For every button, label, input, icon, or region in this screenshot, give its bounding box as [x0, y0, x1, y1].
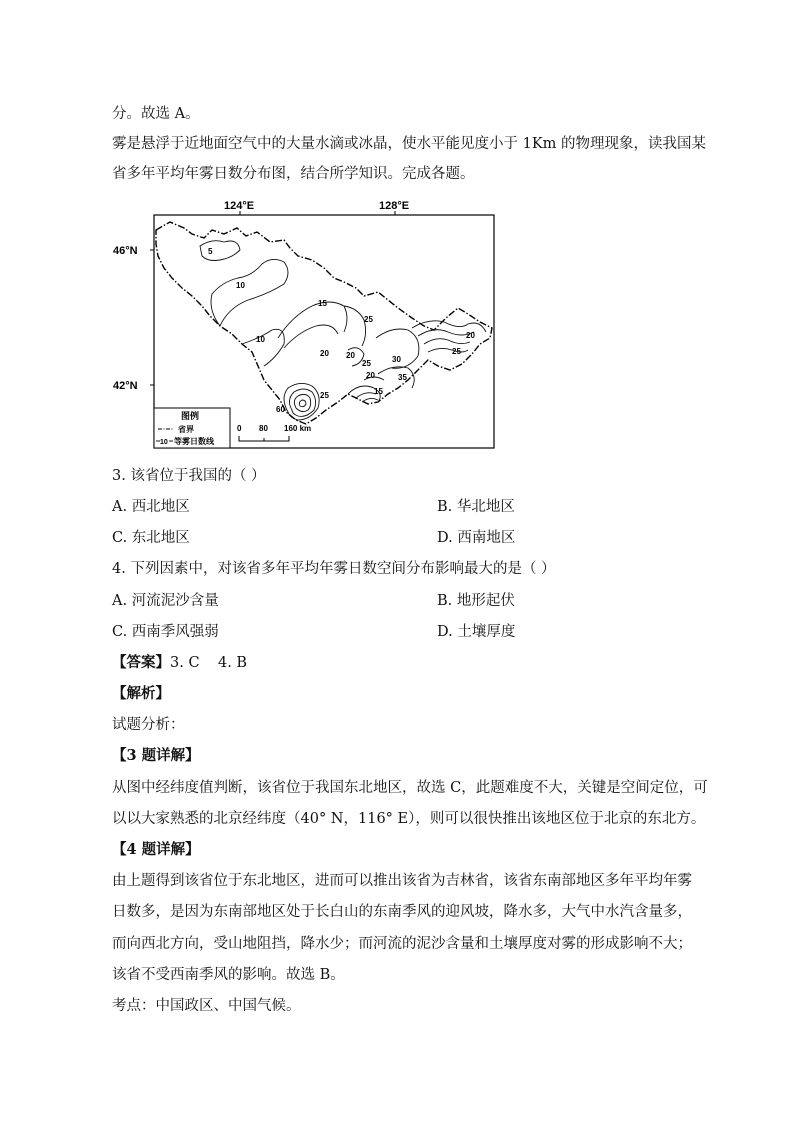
q4-detail-heading: 【4 题详解】: [112, 841, 200, 858]
contour-label: 20: [366, 371, 375, 380]
contour-label: 20: [320, 349, 329, 358]
contour-label: 25: [362, 359, 371, 368]
isoline-sse-2: [356, 393, 376, 398]
contour-label: 10: [236, 281, 245, 290]
answer-line: [112, 653, 247, 673]
contour-label: 15: [374, 387, 383, 396]
q4-detail-line-2: 日数多，是因为东南部地区处于长白山的东南季风的迎风坡，降水多，大气中水汽含量多，: [112, 904, 692, 920]
q4-detail-line-4: 该省不受西南季风的影响。故选 B。: [112, 967, 345, 983]
isoline-25-central: [344, 306, 366, 346]
lat-label-42: 42°N: [113, 380, 138, 392]
contour-label: 25: [364, 315, 373, 324]
q3-detail-line-2: 以以大家熟悉的北京经纬度（40° N，116° E），则可以很快推出该地区位于北京的东北方。: [112, 811, 706, 827]
q3-option-d: D. 西南地区: [437, 530, 516, 546]
answer-label: 【答案】: [112, 654, 170, 671]
q3-detail-line-1: 从图中经纬度值判断，该省位于我国东北地区，故选 C，此题难度不大，关键是空间定位，可: [112, 780, 708, 796]
isoline-sw-2: [289, 389, 315, 416]
scale-label-80: 80: [259, 424, 268, 433]
intro-line-1: 雾是悬浮于近地面空气中的大量水滴或冰晶，使水平能见度小于 1Km 的物理现象，读我国某: [112, 136, 707, 152]
analysis-intro: 试题分析：: [112, 717, 185, 733]
q3-option-c: C. 东北地区: [112, 530, 190, 546]
lon-label-124: 124°E: [224, 200, 255, 212]
intro-line-0: 分。故选 A。: [112, 106, 200, 122]
isoline-35: [378, 367, 414, 388]
isoline-ne-3: [424, 339, 470, 344]
isoline-20-central: [284, 325, 338, 348]
q4-detail-line-1: 由上题得到该省位于东北地区，进而可以推出该省为吉林省，该省东南部地区多年平均年雾: [112, 873, 692, 889]
q4-option-a: A. 河流泥沙含量: [112, 593, 219, 609]
q4-stem: 4. 下列因素中，对该省多年平均年雾日数空间分布影响最大的是（ ）: [112, 561, 556, 577]
legend-isoline-label: 等雾日数线: [174, 437, 214, 446]
fog-days-map-svg: [112, 198, 512, 453]
contour-label: 25: [320, 391, 329, 400]
scale-bar: [237, 424, 311, 441]
q3-stem: 3. 该省位于我国的（ ）: [112, 468, 266, 484]
isoline-sw-3: [294, 394, 310, 411]
fog-days-map: [112, 198, 512, 453]
scale-label-160: 160 km: [284, 424, 312, 433]
map-legend: [154, 408, 230, 448]
analysis-heading: 【解析】: [112, 685, 170, 702]
contour-label: 20: [346, 351, 355, 360]
q4-option-c: C. 西南季风强弱: [112, 624, 219, 640]
contour-label: 25: [452, 347, 461, 356]
isoline-15-central: [278, 302, 347, 338]
contour-label: 5: [208, 247, 213, 256]
contour-label: 35: [398, 373, 407, 382]
isolines: [200, 241, 486, 420]
legend-title: 图例: [181, 411, 200, 421]
q4-option-b: B. 地形起伏: [437, 593, 515, 609]
q3-option-a: A. 西北地区: [112, 499, 190, 515]
contour-label: 15: [318, 299, 327, 308]
scale-label-0: 0: [237, 424, 242, 433]
contour-labels: [208, 247, 475, 414]
isoline-sw-4: [299, 400, 306, 407]
q3-option-b: B. 华北地区: [437, 499, 515, 515]
lon-label-128: 128°E: [379, 200, 410, 212]
contour-label: 60: [276, 405, 285, 414]
q4-option-d: D. 土壤厚度: [437, 624, 516, 640]
kaodian-line: 考点：中国政区、中国气候。: [112, 998, 301, 1014]
legend-isoline-sample: 10: [160, 439, 168, 446]
legend-boundary-label: 省界: [178, 425, 194, 434]
intro-line-2: 省多年平均年雾日数分布图，结合所学知识。完成各题。: [112, 166, 475, 182]
isoline-ne-4: [428, 348, 468, 352]
q3-detail-heading: 【3 题详解】: [112, 747, 200, 764]
isoline-5: [200, 241, 240, 261]
isoline-10-north: [211, 259, 288, 326]
contour-label: 20: [466, 331, 475, 340]
contour-label: 30: [392, 355, 401, 364]
q4-detail-line-3: 而向西北方向，受山地阻挡，降水少；而河流的泥沙含量和土壤厚度对雾的形成影响不大；: [112, 936, 692, 952]
lat-label-46: 46°N: [113, 245, 138, 257]
contour-label: 10: [256, 335, 265, 344]
answer-text: 3. C 4. B: [170, 655, 248, 671]
